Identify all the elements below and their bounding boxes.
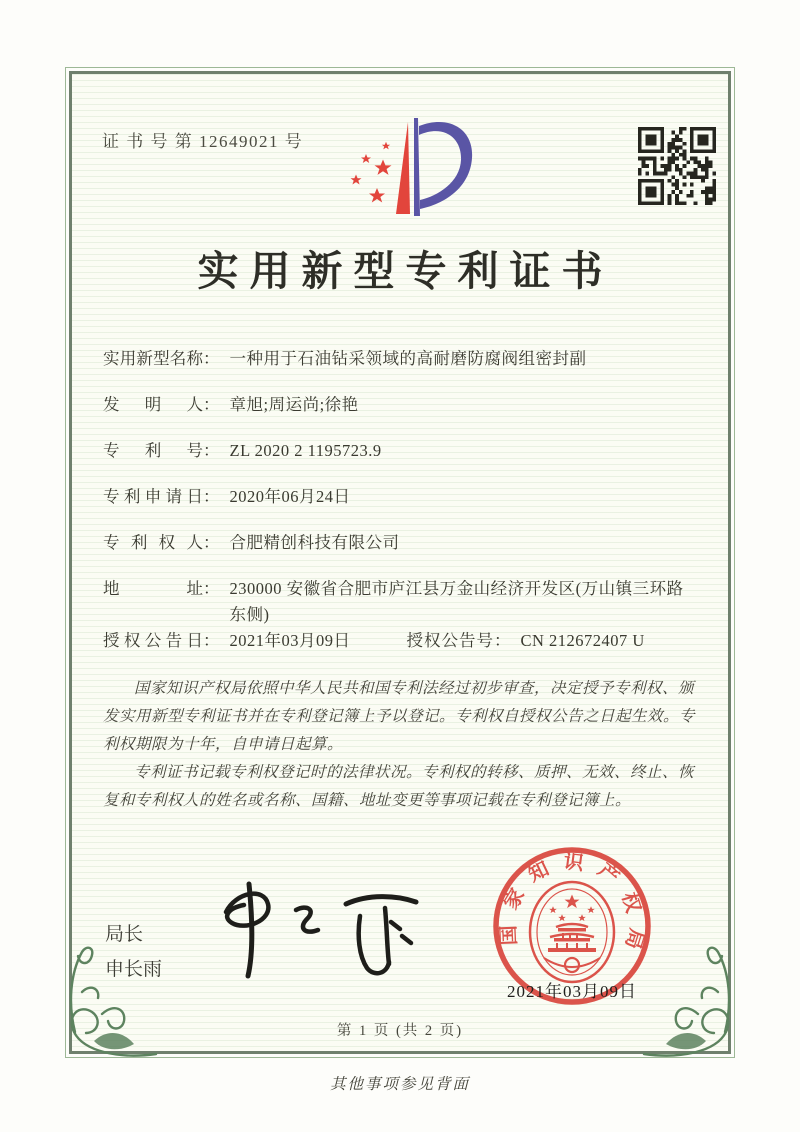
field-label: 发明人 [103, 395, 203, 414]
field-label: 专利申请日 [103, 487, 203, 506]
back-note: 其他事项参见背面 [329, 1076, 470, 1093]
field-row-filing-date [103, 484, 698, 510]
cnipa-logo-icon [332, 114, 496, 240]
signature [190, 874, 440, 989]
field-value: 2020年06月24日 [229, 487, 351, 506]
field-row-address [103, 576, 698, 628]
certificate-number: 证 书 号 第 12649021 号 [102, 132, 304, 151]
grant-date-value: 2021年03月09日 [229, 631, 351, 650]
field-colon: ： [203, 487, 220, 506]
field-label: 专利号 [103, 441, 203, 460]
field-label: 授权公告日 [103, 631, 203, 650]
field-row-name [103, 346, 698, 372]
field-list [103, 346, 698, 674]
qr-code [638, 127, 716, 205]
field-colon: ： [203, 441, 220, 460]
field-value: 230000 安徽省合肥市庐江县万金山经济开发区(万山镇三环路东侧) [229, 579, 684, 624]
corner-flourish-right-icon [640, 942, 740, 1060]
logo-stars-icon [351, 142, 392, 203]
logo-p-icon [414, 118, 472, 216]
certificate-sheet [69, 71, 731, 1054]
page-number: 第 1 页 (共 2 页) [336, 1023, 464, 1039]
legal-text [103, 675, 698, 815]
field-colon: ： [203, 349, 220, 368]
field-value: 章旭;周运尚;徐艳 [229, 395, 359, 414]
field-colon: ： [203, 533, 220, 552]
grant-number-value: CN 212672407 U [520, 631, 645, 650]
legal-paragraph-1: 国家知识产权局依照中华人民共和国专利法经过初步审查，决定授予专利权、颁发实用新型专利证书并在专利登记簿上予以登记。专利权自授权公告之日起生效。专利权期限为十年，自申请日起算。 [103, 680, 696, 753]
field-value: ZL 2020 2 1195723.9 [229, 441, 382, 460]
field-row-grant [103, 628, 698, 654]
field-colon: ： [203, 631, 220, 650]
national-emblem-icon [530, 882, 614, 982]
field-row-patent-number [103, 438, 698, 464]
field-value: 合肥精创科技有限公司 [229, 533, 400, 552]
grant-number-group [407, 628, 645, 654]
field-value: 一种用于石油钻采领域的高耐磨防腐阀组密封副 [229, 349, 587, 368]
field-row-patentee [103, 530, 698, 556]
corner-flourish-left-icon [60, 942, 163, 1060]
seal-arc-text: 国家知识产权局 [497, 850, 648, 964]
field-label: 专利权人 [103, 533, 203, 552]
seal-date: 2021年03月09日 [507, 982, 637, 1001]
certificate-title: 实用新型专利证书 [197, 248, 614, 294]
field-colon: ： [203, 579, 220, 598]
signer-title: 局长 [105, 924, 144, 945]
signer-name: 申长雨 [105, 959, 163, 980]
field-row-inventors [103, 392, 698, 418]
field-label: 授权公告号 [406, 631, 494, 650]
field-colon: ： [203, 395, 220, 414]
legal-paragraph-2: 专利证书记载专利权登记时的法律状况。专利权的转移、质押、无效、终止、恢复和专利权人的姓名或名称、国籍、地址变更等事项记载在专利登记簿上。 [103, 764, 695, 809]
field-label: 实用新型名称 [103, 349, 203, 368]
field-label: 地址 [103, 579, 203, 598]
field-colon: ： [494, 631, 511, 650]
logo-wedge-icon [396, 122, 410, 214]
